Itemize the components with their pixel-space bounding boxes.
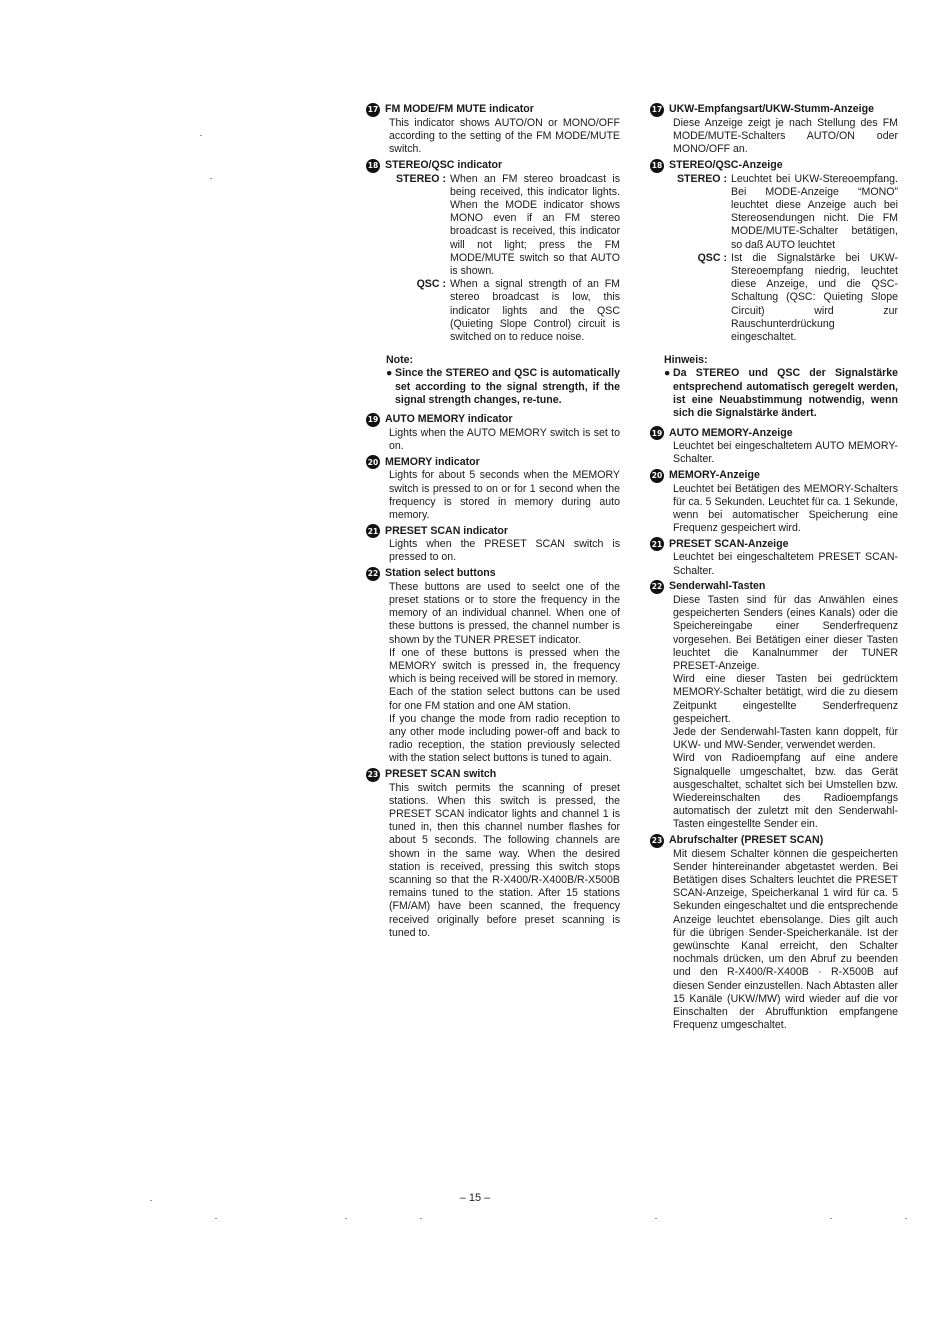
- stereo-description: [366, 173, 620, 279]
- entry-title: Station select buttons: [385, 567, 496, 580]
- paragraph: Wird eine dieser Tasten bei gedrücktem MEMORY-Schalter betätigt, wird die zu diesem Zeitpunkt eingestellte Senderfrequenz gespeichert.: [673, 673, 898, 725]
- english-column: [366, 103, 620, 942]
- entry-text: Lights when the PRESET SCAN switch is pressed to on.: [389, 538, 620, 564]
- item-number-badge: 17: [366, 103, 380, 117]
- item-number-badge: 20: [366, 455, 380, 469]
- entry-preset-scan-switch: [366, 768, 620, 940]
- entry-text: Mit diesem Schalter können die gespeicherten Sender hintereinander abgetastet werden. Bei Betätigen dises Schalters leuchtet die PRESET SCAN-Anzeige, Speicherkanal 1 wird für ca. 5 Sekunden eingeschaltet und die entsprechende Anzeige leuchtet ebensolange. Dies gilt auch für die übrigen Sender-Speicherkanäle. Ist der gewünschte Kanal erreicht, den Schalter nochmals drücken, um den Abruf zu beenden und den R-X400/R-X400B · R-X500B auf diesen Sender einzustellen. Nach Abtasten aller 15 Kanäle (UKW/MW) wird wieder auf die vor Einschalten der Abruffunktion empfangene Frequenz umgeschaltet.: [673, 847, 898, 1032]
- entry-text: Lights when the AUTO MEMORY switch is set to on.: [389, 427, 620, 453]
- note-title: Note:: [386, 354, 414, 367]
- qsc-description: [650, 252, 898, 344]
- entry-auto-memory-anzeige: [650, 426, 898, 466]
- entry-title: FM MODE/FM MUTE indicator: [385, 103, 534, 116]
- entry-text: This switch permits the scanning of preset stations. When this switch is pressed, the PRESET SCAN indicator lights and channel 1 is tuned in, then this channel number flashes for about 5 seconds. The following channels are shown in the same way. When the desired station is received, pressing this switch stops scanning so that the R-X400/R-X400B/R-X500B remains tuned to the station. After 15 stations (FM/AM) have been scanned, the frequency received originally before preset scanning is tuned to.: [389, 781, 620, 939]
- entry-title: AUTO MEMORY indicator: [385, 413, 513, 426]
- entry-auto-memory-indicator: [366, 413, 620, 453]
- bullet-icon: ●: [386, 367, 393, 380]
- stereo-text: When an FM stereo broadcast is being received, this indicator lights. When the MODE indicator shows MONO even if an FM stereo broadcast is received, this indicator will not light; press the FM MODE/MUTE switch so that AUTO is shown.: [450, 172, 620, 278]
- entry-station-select-buttons: [366, 567, 620, 766]
- paragraph: If you change the mode from radio reception to any other mode including power-off and back to radio reception, the station previously selected with the station select buttons is tuned to again.: [389, 712, 620, 765]
- scan-speck: [200, 135, 202, 136]
- item-number-badge: 19: [366, 413, 380, 427]
- entry-text: Leuchtet bei eingeschaltetem AUTO MEMORY-Schalter.: [673, 440, 898, 466]
- entry-senderwahl-tasten: [650, 580, 898, 832]
- item-number-badge: 18: [650, 159, 664, 173]
- entry-title: STEREO/QSC-Anzeige: [669, 159, 783, 171]
- item-number-badge: 23: [366, 768, 380, 782]
- paragraph: These buttons are used to seelct one of the preset stations or to store the frequency in the memory of an individual channel. When one of these buttons is pressed, the channel number is shown by the TUNER PRESET indicator.: [389, 580, 620, 646]
- bullet-icon: ●: [664, 367, 671, 380]
- scan-speck: [905, 1218, 907, 1219]
- entry-text: This indicator shows AUTO/ON or MONO/OFF according to the setting of the FM MODE/MUTE switch.: [389, 117, 620, 156]
- scan-speck: [210, 178, 212, 179]
- scan-speck: [655, 1218, 657, 1219]
- item-number-badge: 17: [650, 103, 664, 117]
- scan-speck: [420, 1218, 422, 1219]
- item-number-badge: 21: [650, 537, 664, 551]
- entry-preset-scan-indicator: [366, 524, 620, 564]
- entry-text: Leuchtet bei Betätigen des MEMORY-Schalters für ca. 5 Sekunden. Leuchtet für ca. 1 Sekunde, wenn bei automatischer Speicherung eine Frequenz gespeichert wird.: [673, 482, 898, 535]
- item-number-badge: 22: [366, 567, 380, 581]
- entry-stereo-qsc-anzeige: [650, 159, 898, 345]
- paragraph: Each of the station select buttons can be used for one FM station and one AM station.: [389, 686, 620, 712]
- paragraph: Diese Tasten sind für das Anwählen eines gespeicherten Senders (eines Kanals) oder die Speichereingabe einer Senderfrequenz vorgesehen. Bei Betätigen einer dieser Tasten leuchtet die Kanalnummer der TUNER PRESET-Anzeige.: [673, 593, 898, 672]
- entry-title: PRESET SCAN-Anzeige: [669, 537, 789, 550]
- entry-title: Senderwahl-Tasten: [669, 580, 766, 593]
- entry-title: UKW-Empfangsart/UKW-Stumm-Anzeige: [669, 103, 874, 116]
- entry-memory-indicator: [366, 455, 620, 522]
- qsc-label: QSC :: [697, 251, 727, 264]
- entry-title: STEREO/QSC indicator: [385, 159, 503, 171]
- entry-title: MEMORY-Anzeige: [669, 469, 760, 482]
- item-number-badge: 21: [366, 524, 380, 538]
- item-number-badge: 22: [650, 580, 664, 594]
- entry-abrufschalter: [650, 834, 898, 1033]
- entry-text: Lights for about 5 seconds when the MEMORY switch is pressed to on or for 1 second when the frequency is stored in memory during auto memory.: [389, 469, 620, 522]
- scan-speck: [830, 1218, 832, 1219]
- entry-ukw-empfangsart: [650, 103, 898, 157]
- note-block: [664, 354, 898, 420]
- german-column: [650, 103, 898, 1034]
- page-number: – 15 –: [459, 1192, 491, 1204]
- entry-text: Diese Anzeige zeigt je nach Stellung des FM MODE/MUTE-Schalters AUTO/ON oder MONO/OFF an.: [673, 117, 898, 156]
- item-number-badge: 23: [650, 834, 664, 848]
- item-number-badge: 18: [366, 159, 380, 173]
- note-text: Da STEREO und QSC der Signalstärke entsprechend automatisch geregelt werden, ist eine Neuabstimmung notwendig, wenn sich die Signalstärke ändert.: [673, 367, 898, 420]
- item-number-badge: 20: [650, 469, 664, 483]
- stereo-text: Leuchtet bei UKW-Stereoempfang. Bei MODE-Anzeige “MONO” leuchtet diese Anzeige auch bei Stereosendungen nicht. Die FM MODE/MUTE-Schalter betätigen, so daß AUTO leuchtet: [731, 172, 898, 251]
- entry-title: PRESET SCAN indicator: [385, 524, 509, 537]
- note-block: [386, 354, 620, 407]
- paragraph: Jede der Senderwahl-Tasten kann doppelt, für UKW- und MW-Sender, verwendet werden.: [673, 725, 898, 752]
- note-title: Hinweis:: [664, 354, 708, 367]
- qsc-text: When a signal strength of an FM stereo broadcast is low, this indicator lights and the QSC (Quieting Slope Control) circuit is switched on to reduce noise.: [450, 278, 620, 344]
- qsc-text: Ist die Signalstärke bei UKW-Stereoempfang niedrig, leuchtet diese Anzeige, und die QSC-Schaltung (QSC: Quieting Slope Circuit) wird zur Rauschunterdrückung eingeschaltet.: [731, 251, 898, 344]
- stereo-label: STEREO :: [676, 172, 727, 185]
- entry-title: Abrufschalter (PRESET SCAN): [669, 833, 824, 846]
- entry-title: PRESET SCAN switch: [385, 767, 497, 780]
- scan-speck: [215, 1218, 217, 1219]
- paragraph: Wird von Radioempfang auf eine andere Signalquelle umgeschaltet, bzw. das Gerät ausgeschaltet, schaltet sich bei Umstellen bzw. Wiedereinschalten des Radioempfangs automatisch der zuletzt mit den Senderwahl-Tasten eingestellte Sender ein.: [673, 752, 898, 831]
- scan-speck: [150, 1200, 152, 1201]
- stereo-description: [650, 173, 898, 252]
- qsc-description: [366, 278, 620, 344]
- stereo-label: STEREO :: [395, 172, 446, 185]
- entry-text: Leuchtet bei eingeschaltetem PRESET SCAN-Schalter.: [673, 551, 898, 577]
- qsc-label: QSC :: [416, 278, 446, 291]
- entry-memory-anzeige: [650, 469, 898, 536]
- note-text: Since the STEREO and QSC is automatically set according to the signal strength, if the signal strength changes, re-tune.: [395, 367, 620, 406]
- entry-title: MEMORY indicator: [385, 455, 480, 468]
- entry-stereo-qsc-indicator: [366, 159, 620, 345]
- entry-title: AUTO MEMORY-Anzeige: [669, 426, 793, 439]
- item-number-badge: 19: [650, 426, 664, 440]
- entry-preset-scan-anzeige: [650, 537, 898, 577]
- scan-speck: [345, 1218, 347, 1219]
- entry-fm-mode-indicator: [366, 103, 620, 157]
- paragraph: If one of these buttons is pressed when the MEMORY switch is pressed in, the frequency which is being received will be stored in memory.: [389, 646, 620, 686]
